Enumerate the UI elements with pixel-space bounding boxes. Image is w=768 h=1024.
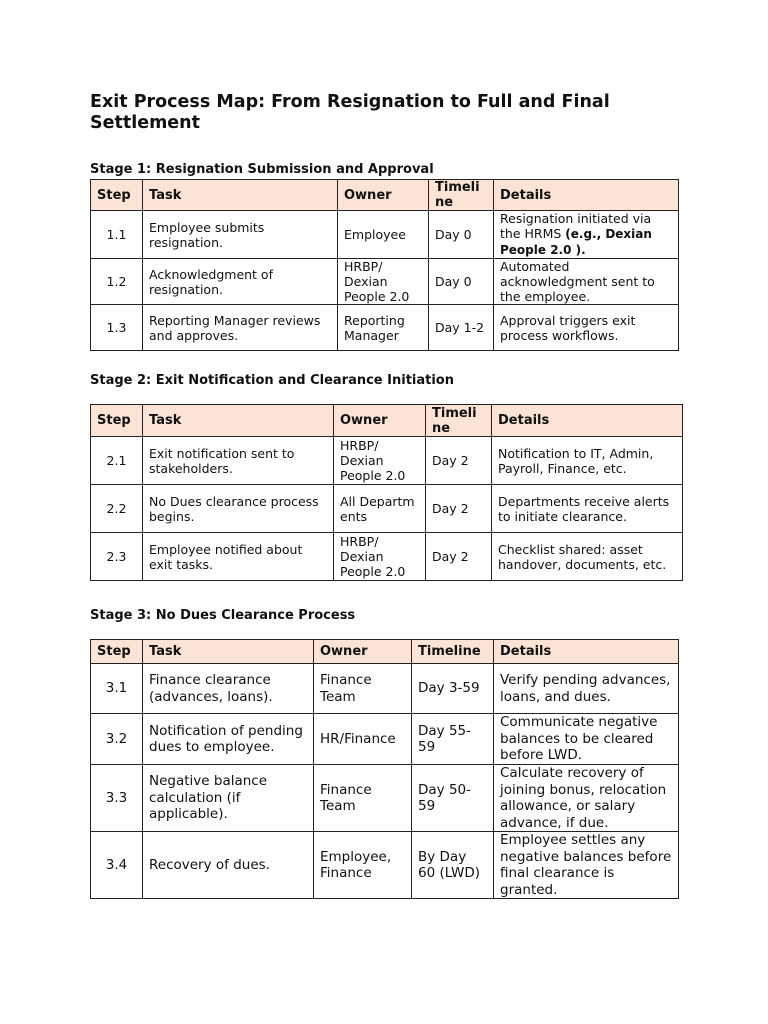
timeline-cell: Day 3-59 [412, 664, 494, 714]
table-row [91, 211, 679, 259]
details-cell: Communicate negative balances to be cleared before LWD. [494, 714, 679, 765]
owner-cell: Finance Team [314, 664, 412, 714]
step-cell: 2.3 [91, 533, 143, 581]
details-header: Details [494, 180, 679, 211]
timeline-cell: Day 2 [426, 437, 492, 485]
step-cell: 1.3 [91, 305, 143, 351]
task-cell: Finance clearance (advances, loans). [143, 664, 314, 714]
timeline-cell: By Day 60 (LWD) [412, 832, 494, 899]
owner-header: Owner [314, 640, 412, 664]
table-row [91, 664, 679, 714]
step-header: Step [91, 405, 143, 437]
task-cell: Negative balance calculation (if applicable). [143, 765, 314, 832]
task-cell: Notification of pending dues to employee. [143, 714, 314, 765]
timeline-cell: Day 0 [429, 211, 494, 259]
table-row [91, 832, 679, 899]
table-header-row [91, 405, 683, 437]
task-cell: Employee submits resignation. [143, 211, 338, 259]
stage-2-title: Stage 2: Exit Notification and Clearance Initiation [90, 373, 454, 388]
table-row [91, 305, 679, 351]
details-text: Resignation initiated via the HRMS [500, 211, 652, 241]
step-header: Step [91, 640, 143, 664]
step-cell: 2.2 [91, 485, 143, 533]
step-cell: 3.1 [91, 664, 143, 714]
step-cell: 1.1 [91, 211, 143, 259]
table-row [91, 765, 679, 832]
task-cell: Employee notified about exit tasks. [143, 533, 334, 581]
owner-cell: HRBP/ Dexian People 2.0 [338, 259, 429, 305]
owner-cell: HRBP/ Dexian People 2.0 [334, 533, 426, 581]
timeline-cell: Day 2 [426, 485, 492, 533]
timeline-cell: Day 55-59 [412, 714, 494, 765]
details-cell: Calculate recovery of joining bonus, relocation allowance, or salary advance, if due. [494, 765, 679, 832]
owner-cell: All Departments [334, 485, 426, 533]
stage-3-table [90, 639, 679, 899]
table-row [91, 437, 683, 485]
owner-cell: Employee [338, 211, 429, 259]
step-cell: 3.2 [91, 714, 143, 765]
timeline-cell: Day 1-2 [429, 305, 494, 351]
details-header: Details [492, 405, 683, 437]
task-cell: Exit notification sent to stakeholders. [143, 437, 334, 485]
details-cell: Verify pending advances, loans, and dues. [494, 664, 679, 714]
step-cell: 1.2 [91, 259, 143, 305]
details-cell: Departments receive alerts to initiate clearance. [492, 485, 683, 533]
task-cell: Recovery of dues. [143, 832, 314, 899]
step-cell: 3.3 [91, 765, 143, 832]
details-cell: Notification to IT, Admin, Payroll, Finance, etc. [492, 437, 683, 485]
task-header: Task [143, 405, 334, 437]
timeline-header: Timeline [412, 640, 494, 664]
details-cell: Automated acknowledgment sent to the employee. [494, 259, 679, 305]
owner-header: Owner [338, 180, 429, 211]
table-row [91, 533, 683, 581]
stage-1-table [90, 179, 679, 351]
details-bold-text: (e.g., Dexian People 2.0 ). [500, 227, 652, 257]
timeline-cell: Day 50-59 [412, 765, 494, 832]
table-header-row [91, 180, 679, 211]
table-row [91, 714, 679, 765]
owner-cell: Finance Team [314, 765, 412, 832]
stage-3-title: Stage 3: No Dues Clearance Process [90, 608, 356, 623]
step-cell: 2.1 [91, 437, 143, 485]
owner-header: Owner [334, 405, 426, 437]
details-cell: Checklist shared: asset handover, documents, etc. [492, 533, 683, 581]
task-header: Task [143, 640, 314, 664]
step-cell: 3.4 [91, 832, 143, 899]
task-header: Task [143, 180, 338, 211]
page-title: Exit Process Map: From Resignation to Full and Final Settlement [90, 92, 610, 133]
timeline-header: Timeline [429, 180, 494, 211]
stage-1-title: Stage 1: Resignation Submission and Approval [90, 162, 434, 177]
owner-cell: HRBP/ Dexian People 2.0 [334, 437, 426, 485]
details-cell [494, 211, 679, 259]
table-header-row [91, 640, 679, 664]
timeline-cell: Day 2 [426, 533, 492, 581]
owner-cell: Employee, Finance [314, 832, 412, 899]
details-cell: Approval triggers exit process workflows. [494, 305, 679, 351]
stage-2-table [90, 404, 683, 581]
task-cell: No Dues clearance process begins. [143, 485, 334, 533]
details-header: Details [494, 640, 679, 664]
table-row [91, 259, 679, 305]
details-cell: Employee settles any negative balances before final clearance is granted. [494, 832, 679, 899]
task-cell: Acknowledgment of resignation. [143, 259, 338, 305]
timeline-cell: Day 0 [429, 259, 494, 305]
timeline-header: Timeline [426, 405, 492, 437]
owner-cell: Reporting Manager [338, 305, 429, 351]
owner-cell: HR/Finance [314, 714, 412, 765]
step-header: Step [91, 180, 143, 211]
table-row [91, 485, 683, 533]
task-cell: Reporting Manager reviews and approves. [143, 305, 338, 351]
